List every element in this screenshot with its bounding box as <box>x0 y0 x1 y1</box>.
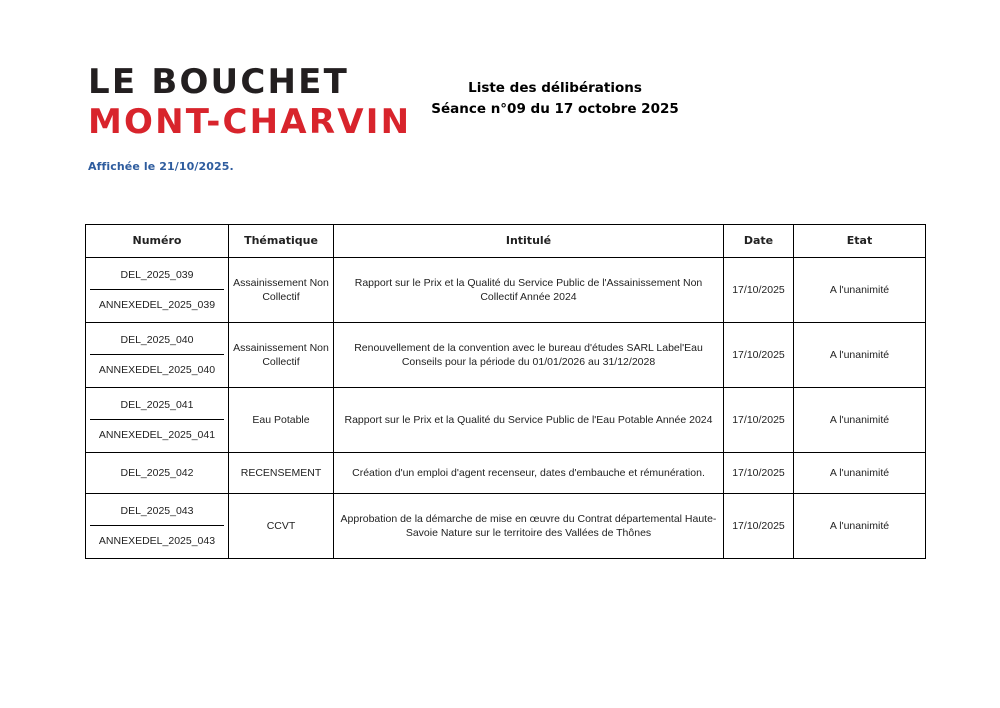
document-title <box>395 78 715 120</box>
cell-numero: ANNEXEDEL_2025_039 <box>98 299 216 311</box>
cell-intitule: Rapport sur le Prix et la Qualité du Service Public de l'Assainissement Non Collectif Année 2024 <box>334 258 724 323</box>
cell-thematique: CCVT <box>229 494 334 559</box>
column-header-date: Date <box>724 225 794 258</box>
table-body <box>86 258 926 559</box>
logo-line-commune-secondary: MONT-CHARVIN <box>88 102 412 142</box>
cell-etat: A l'unanimité <box>794 453 926 494</box>
table-header-row <box>86 225 926 258</box>
column-header-numero: Numéro <box>86 225 229 258</box>
cell-intitule: Approbation de la démarche de mise en œuvre du Contrat départemental Haute-Savoie Nature sur le territoire des Vallées de Thônes <box>334 494 724 559</box>
cell-thematique: Eau Potable <box>229 388 334 453</box>
cell-numero: ANNEXEDEL_2025_040 <box>98 364 216 376</box>
deliberations-table <box>85 224 926 559</box>
column-header-thematique: Thématique <box>229 225 334 258</box>
deliberations-table-container <box>85 224 925 559</box>
cell-thematique: RECENSEMENT <box>229 453 334 494</box>
letterhead <box>88 62 418 173</box>
cell-numero: DEL_2025_041 <box>90 390 224 420</box>
cell-numero: ANNEXEDEL_2025_041 <box>98 429 216 441</box>
table-row <box>86 453 926 494</box>
cell-date: 17/10/2025 <box>724 494 794 559</box>
cell-intitule: Création d'un emploi d'agent recenseur, dates d'embauche et rémunération. <box>334 453 724 494</box>
cell-numero: DEL_2025_042 <box>86 453 229 494</box>
cell-etat: A l'unanimité <box>794 494 926 559</box>
cell-date: 17/10/2025 <box>724 323 794 388</box>
cell-thematique: Assainissement Non Collectif <box>229 323 334 388</box>
cell-numero: DEL_2025_040 <box>90 325 224 355</box>
cell-numero: DEL_2025_039 <box>90 260 224 290</box>
cell-numero: DEL_2025_043 <box>90 496 224 526</box>
cell-intitule: Rapport sur le Prix et la Qualité du Service Public de l'Eau Potable Année 2024 <box>334 388 724 453</box>
document-title-line-2: Séance n°09 du 17 octobre 2025 <box>431 101 679 117</box>
cell-date: 17/10/2025 <box>724 258 794 323</box>
column-header-intitule: Intitulé <box>334 225 724 258</box>
posting-notice: Affichée le 21/10/2025. <box>88 160 234 173</box>
cell-intitule: Renouvellement de la convention avec le bureau d'études SARL Label'Eau Conseils pour la période du 01/01/2026 au 31/12/2028 <box>334 323 724 388</box>
table-header <box>86 225 926 258</box>
cell-etat: A l'unanimité <box>794 388 926 453</box>
cell-numero-group <box>86 258 229 323</box>
table-row <box>86 258 926 323</box>
document-title-line-1: Liste des délibérations <box>468 80 642 96</box>
table-row <box>86 388 926 453</box>
logo-line-commune: LE BOUCHET <box>88 62 349 102</box>
table-row <box>86 323 926 388</box>
cell-thematique: Assainissement Non Collectif <box>229 258 334 323</box>
cell-numero-group <box>86 323 229 388</box>
column-header-etat: Etat <box>794 225 926 258</box>
cell-numero: ANNEXEDEL_2025_043 <box>98 535 216 547</box>
cell-etat: A l'unanimité <box>794 258 926 323</box>
cell-numero-group <box>86 388 229 453</box>
cell-date: 17/10/2025 <box>724 453 794 494</box>
cell-date: 17/10/2025 <box>724 388 794 453</box>
cell-etat: A l'unanimité <box>794 323 926 388</box>
table-row <box>86 494 926 559</box>
cell-numero-group <box>86 494 229 559</box>
